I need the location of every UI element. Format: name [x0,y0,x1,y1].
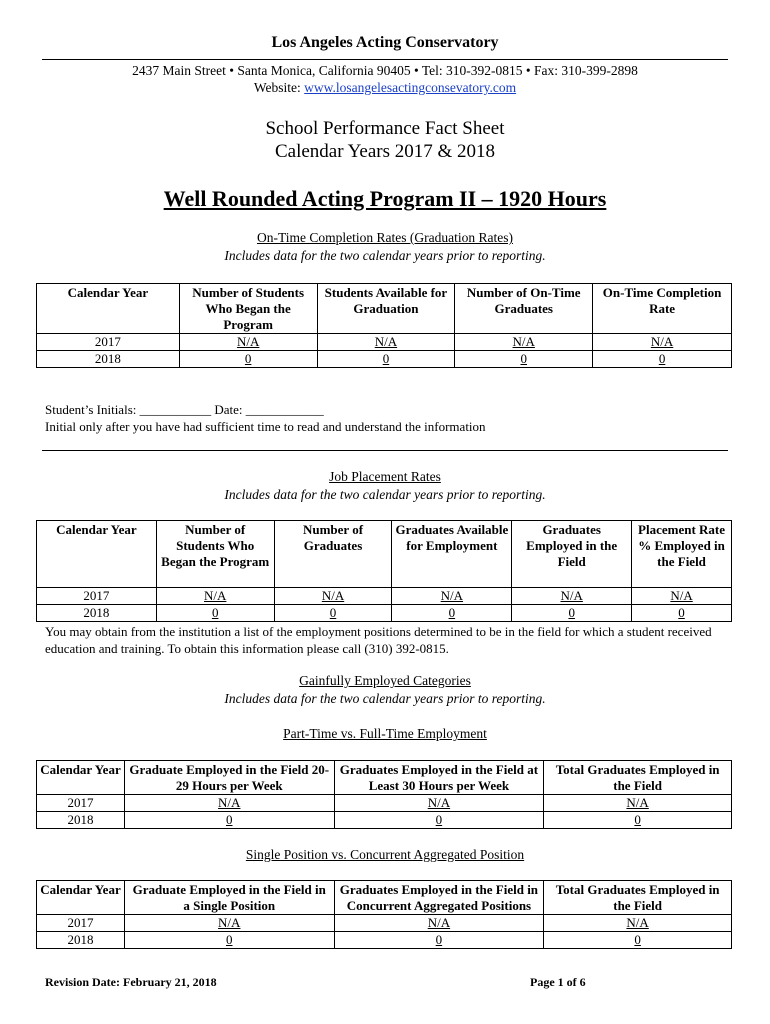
parttime-title: Part-Time vs. Full-Time Employment [283,726,487,741]
header-cell: Calendar Year [37,521,157,588]
header-cell: Graduates Employed in the Field in Concurrent Aggregated Positions [334,881,544,915]
table-row [37,351,732,368]
table-header-row [37,881,732,915]
value-cell: N/A [124,915,334,932]
header-cell: Total Graduates Employed in the Field [544,881,732,915]
completion-title: On-Time Completion Rates (Graduation Rates) [257,230,513,245]
value-cell: 0 [334,812,544,829]
section-divider [42,450,728,451]
value-cell: 0 [317,351,455,368]
gainful-title: Gainfully Employed Categories [299,673,471,688]
header-cell: Graduates Employed in the Field [512,521,632,588]
value-cell: N/A [124,795,334,812]
value-cell: N/A [334,915,544,932]
header-cell: Students Available for Graduation [317,284,455,334]
page-number: Page 1 of 6 [530,975,586,989]
table-row [37,795,732,812]
org-name: Los Angeles Acting Conservatory [271,34,499,51]
value-cell: N/A [455,334,593,351]
table-header-row [37,761,732,795]
value-cell: 0 [334,932,544,949]
value-cell: 0 [124,812,334,829]
year-cell: 2017 [37,795,125,812]
header-cell: Number of Students Who Began the Program [179,284,317,334]
single-title: Single Position vs. Concurrent Aggregated Position [245,847,525,862]
website-label: Website: [253,80,305,95]
year-cell: 2018 [37,605,157,622]
table-row [37,915,732,932]
header-cell: Calendar Year [37,761,125,795]
header-cell: Number of Students Who Began the Program [156,521,274,588]
parttime-table [36,760,732,829]
header-cell: Graduate Employed in the Field 20-29 Hours per Week [124,761,334,795]
value-cell: N/A [544,915,732,932]
header-cell: Graduates Employed in the Field at Least 30 Hours per Week [334,761,544,795]
value-cell: N/A [512,588,632,605]
gainful-subtitle: Includes data for the two calendar years prior to reporting. [224,691,546,706]
value-cell: 0 [544,812,732,829]
program-title-text: Well Rounded Acting Program II – 1920 Hours [163,186,607,211]
header-cell: Calendar Year [37,881,125,915]
value-cell: 0 [392,605,512,622]
year-cell: 2018 [37,351,180,368]
value-cell: 0 [274,605,392,622]
sheet-title-block [0,117,770,163]
single-heading [0,846,770,864]
table-header-row [37,284,732,334]
initials-block [45,401,486,435]
value-cell: 0 [455,351,593,368]
value-cell: N/A [274,588,392,605]
parttime-heading [0,725,770,743]
placement-title: Job Placement Rates [329,469,441,484]
sheet-title: School Performance Fact Sheet [265,118,505,139]
year-cell: 2017 [37,334,180,351]
header-cell: Number of On-Time Graduates [455,284,593,334]
website-line [0,79,770,96]
table-row [37,812,732,829]
initials-note: Initial only after you have had sufficient time to read and understand the information [45,419,486,434]
header-cell: Total Graduates Employed in the Field [544,761,732,795]
value-cell: 0 [124,932,334,949]
table-row [37,932,732,949]
year-cell: 2017 [37,588,157,605]
table-row [37,334,732,351]
program-title [0,186,770,212]
value-cell: 0 [512,605,632,622]
placement-table [36,520,732,622]
year-cell: 2018 [37,812,125,829]
table-row [37,588,732,605]
value-cell: N/A [156,588,274,605]
completion-subtitle: Includes data for the two calendar years prior to reporting. [224,248,546,263]
value-cell: N/A [179,334,317,351]
address-line: 2437 Main Street • Santa Monica, California 90405 • Tel: 310-392-0815 • Fax: 310-399-2898 [132,63,638,78]
value-cell: 0 [179,351,317,368]
header-cell: Placement Rate % Employed in the Field [632,521,732,588]
header-cell: On-Time Completion Rate [593,284,732,334]
single-position-table [36,880,732,949]
value-cell: N/A [334,795,544,812]
website-link[interactable]: www.losangelesactingconsevatory.com [304,80,517,95]
value-cell: 0 [593,351,732,368]
value-cell: N/A [593,334,732,351]
header-cell: Number of Graduates [274,521,392,588]
value-cell: N/A [544,795,732,812]
header-cell: Calendar Year [37,284,180,334]
year-cell: 2018 [37,932,125,949]
value-cell: N/A [317,334,455,351]
table-header-row [37,521,732,588]
table-row [37,605,732,622]
value-cell: N/A [392,588,512,605]
sheet-years: Calendar Years 2017 & 2018 [274,141,496,162]
gainful-heading [0,672,770,708]
header-divider [42,59,728,60]
header-cell: Graduate Employed in the Field in a Single Position [124,881,334,915]
value-cell: N/A [632,588,732,605]
year-cell: 2017 [37,915,125,932]
initials-line: Student’s Initials: ___________ Date: ____________ [45,402,324,417]
placement-note: You may obtain from the institution a list of the employment positions determined to be in the field for which a student received education and training. To obtain this information please call (310) 392-0815. [45,624,712,656]
placement-subtitle: Includes data for the two calendar years prior to reporting. [224,487,546,502]
placement-heading [0,468,770,504]
value-cell: 0 [544,932,732,949]
revision-date: Revision Date: February 21, 2018 [45,975,217,989]
value-cell: 0 [156,605,274,622]
completion-table [36,283,732,368]
value-cell: 0 [632,605,732,622]
header-cell: Graduates Available for Employment [392,521,512,588]
completion-heading [0,229,770,265]
address-block [0,62,770,96]
